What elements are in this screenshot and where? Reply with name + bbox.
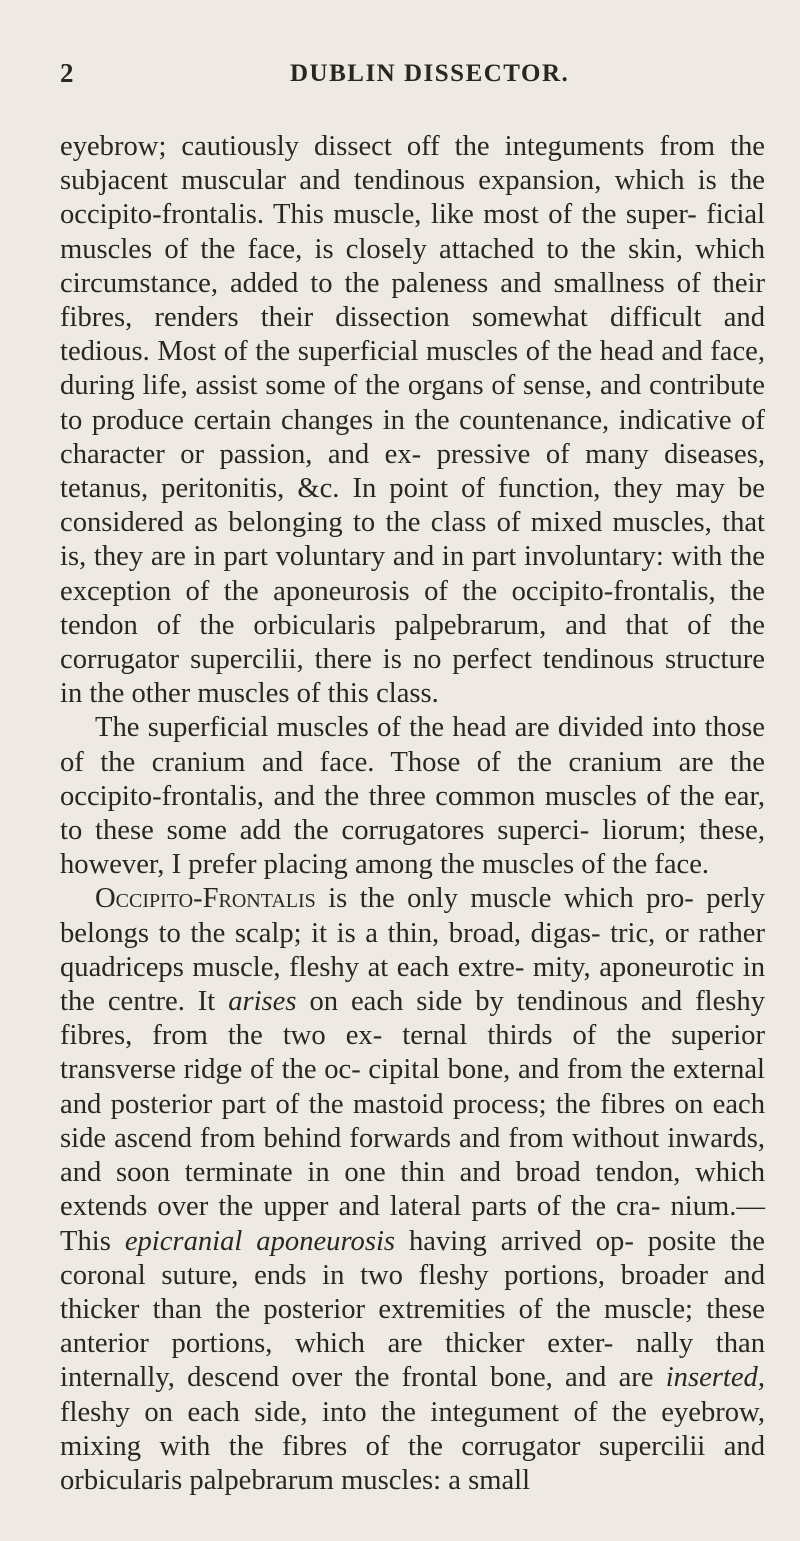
paragraph-intro: [60, 130, 765, 711]
text-run: The superficial muscles of the head are divided into those of the cranium and face. Those of the cranium are the occipito-frontalis, and the three common muscles of the ear, to these some add the corrugatores superci- liorum; these, however, I prefer placing among the muscles of the face.: [60, 712, 765, 881]
text-run: fleshy on each side, into the integument of the eyebrow, mixing with the fibres of the corrugator supercilii and orbicularis palpebrarum muscles: a small: [60, 1396, 765, 1496]
text-run: eyebrow; cautiously dissect off the integuments from the subjacent muscular and tendinous expansion, which is the occipito-frontalis. This muscle, like most of the super- ficial muscles of the face, is closely attached to the skin, which circumstance, added to the paleness and smallness of their fibres, renders their dissection somewhat difficult and tedious. Most of the superficial muscles of the head and face, during life, assist some of the organs of sense, and contribute to produce certain changes in the countenance, indicative of character or passion, and ex- pressive of many diseases, tetanus, peritonitis, &c. In point of function, they may be considered as belonging to the class of mixed muscles, that is, they are in part voluntary and in part involuntary: with the exception of the aponeurosis of the occipito-frontalis, the tendon of the orbicularis palpebrarum, and that of the corrugator supercilii, there is no perfect tendinous structure in the other muscles of this class.: [60, 131, 765, 710]
body-text: [60, 130, 765, 1498]
italic-term: inserted,: [665, 1362, 765, 1394]
text-run: is the only muscle which pro- perly belongs to the scalp; it is a thin, broad, digas- tric, or rather quadriceps muscle, fleshy at each extre- mity, aponeurotic in the centre. It: [60, 883, 765, 1018]
italic-term: epicranial aponeurosis: [124, 1225, 396, 1257]
running-title: DUBLIN DISSECTOR.: [290, 60, 570, 87]
section-term: Occipito-Frontalis: [95, 883, 316, 915]
page-number: 2: [60, 58, 74, 88]
paragraph-occipito-frontalis: [60, 882, 765, 1498]
text-run: having arrived op- posite the coronal suture, ends in two fleshy portions, broader and thicker than the posterior extremities of the muscle; these anterior portions, which are thicker exter- nally than internally, descend over the frontal bone, and are: [60, 1225, 765, 1394]
paragraph-division: [60, 711, 765, 882]
running-head: [58, 58, 762, 86]
text-run: on each side by tendinous and fleshy fibres, from the two ex- ternal thirds of the superior transverse ridge of the oc- cipital bone, and from the external and posterior part of the mastoid process; the fibres on each side ascend from behind forwards and from without inwards, and soon terminate in one thin and broad tendon, which extends over the upper and lateral parts of the cra- nium.—This: [60, 986, 765, 1257]
italic-term: arises: [228, 986, 297, 1018]
